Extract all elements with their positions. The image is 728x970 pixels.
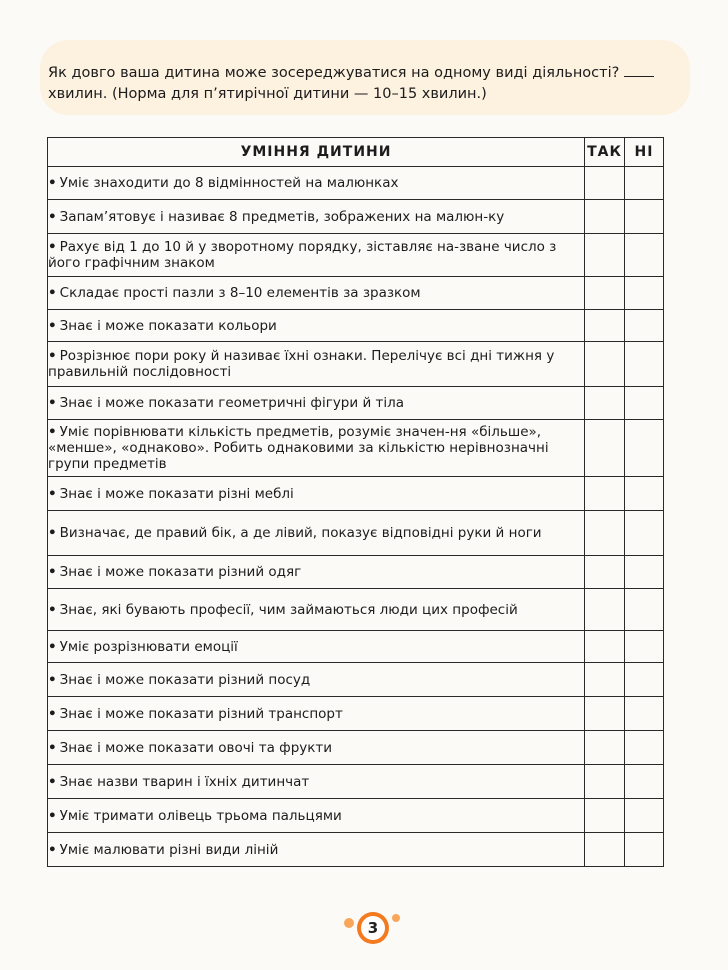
table-row (48, 765, 664, 799)
yes-checkbox-cell[interactable] (585, 420, 625, 477)
bullet-icon: • (48, 525, 57, 541)
skill-text: Знає і може показати овочі та фрукти (59, 739, 333, 756)
bullet-icon: • (48, 239, 57, 255)
table-row (48, 277, 664, 310)
decor-dot (344, 918, 354, 928)
decor-dot (392, 914, 400, 922)
bullet-icon: • (48, 175, 57, 191)
skill-cell (48, 765, 585, 799)
skill-cell (48, 731, 585, 765)
intro-norm: хвилин. (Норма для п’ятирічної дитини — 10–15 хвилин.) (48, 86, 487, 102)
skill-cell (48, 277, 585, 310)
no-checkbox-cell[interactable] (625, 589, 664, 631)
yes-checkbox-cell[interactable] (585, 200, 625, 234)
bullet-icon: • (48, 807, 57, 824)
table-row (48, 167, 664, 200)
no-checkbox-cell[interactable] (625, 477, 664, 511)
skill-text: Знає і може показати різний посуд (59, 671, 311, 688)
no-checkbox-cell[interactable] (625, 310, 664, 342)
yes-checkbox-cell[interactable] (585, 310, 625, 342)
skill-text: Уміє малювати різні види ліній (59, 841, 279, 858)
no-checkbox-cell[interactable] (625, 556, 664, 589)
skill-text: Визначає, де правий бік, а де лівий, показує відповідні руки й ноги (59, 525, 542, 541)
table-header-row (48, 138, 664, 167)
skill-cell (48, 556, 585, 589)
no-checkbox-cell[interactable] (625, 342, 664, 387)
yes-checkbox-cell[interactable] (585, 833, 625, 867)
table-row (48, 511, 664, 556)
skill-text: Знає і може показати різний транспорт (59, 705, 343, 722)
skill-text: Знає, які бувають професії, чим займаються люди цих професій (59, 601, 518, 618)
yes-checkbox-cell[interactable] (585, 387, 625, 420)
yes-checkbox-cell[interactable] (585, 477, 625, 511)
no-checkbox-cell[interactable] (625, 833, 664, 867)
skill-text: Уміє розрізнювати емоції (59, 638, 238, 655)
yes-checkbox-cell[interactable] (585, 234, 625, 277)
table-row (48, 731, 664, 765)
skill-text: Знає і може показати кольори (59, 317, 277, 334)
skill-text: Знає і може показати геометричні фігури й тіла (59, 395, 405, 411)
no-checkbox-cell[interactable] (625, 277, 664, 310)
table-row (48, 631, 664, 663)
skill-cell (48, 799, 585, 833)
skill-text: Розрізнює пори року й називає їхні ознаки. Перелічує всі дні тижня у правильній послідовності (48, 348, 555, 380)
table-row (48, 799, 664, 833)
skill-cell (48, 511, 585, 556)
bullet-icon: • (48, 285, 57, 301)
yes-checkbox-cell[interactable] (585, 663, 625, 697)
skill-text: Складає прості пазли з 8–10 елементів за зразком (59, 285, 421, 301)
no-checkbox-cell[interactable] (625, 631, 664, 663)
yes-checkbox-cell[interactable] (585, 167, 625, 200)
skill-cell (48, 833, 585, 867)
skill-text: Запам’ятовує і називає 8 предметів, зображених на малюн-ку (59, 208, 505, 225)
no-checkbox-cell[interactable] (625, 799, 664, 833)
skill-cell (48, 167, 585, 200)
skill-cell (48, 234, 585, 277)
table-row (48, 477, 664, 511)
no-checkbox-cell[interactable] (625, 765, 664, 799)
skill-cell (48, 342, 585, 387)
skill-text: Уміє знаходити до 8 відмінностей на малюнках (59, 175, 399, 191)
header-skill: УМІННЯ ДИТИНИ (48, 138, 585, 167)
table-row (48, 342, 664, 387)
yes-checkbox-cell[interactable] (585, 342, 625, 387)
bullet-icon: • (48, 395, 57, 411)
bullet-icon: • (48, 601, 57, 618)
answer-blank-line (624, 63, 654, 77)
bullet-icon: • (48, 317, 57, 334)
yes-checkbox-cell[interactable] (585, 589, 625, 631)
page-number-badge (357, 912, 389, 944)
table-row (48, 200, 664, 234)
intro-question: Як довго ваша дитина може зосереджуватися на одному виді діяльності? (48, 65, 620, 81)
table-row (48, 833, 664, 867)
skill-cell (48, 631, 585, 663)
skill-cell (48, 387, 585, 420)
no-checkbox-cell[interactable] (625, 663, 664, 697)
no-checkbox-cell[interactable] (625, 167, 664, 200)
no-checkbox-cell[interactable] (625, 234, 664, 277)
skill-text: Уміє порівнювати кількість предметів, розуміє значен-ня «більше», «менше», «однаково». Робить однаковими за кількістю нерівнозначні групи предметів (48, 424, 549, 472)
skill-text: Знає і може показати різний одяг (59, 564, 302, 580)
table-row (48, 234, 664, 277)
yes-checkbox-cell[interactable] (585, 277, 625, 310)
skill-cell (48, 663, 585, 697)
bullet-icon: • (48, 208, 57, 225)
bullet-icon: • (48, 424, 57, 440)
skill-cell (48, 477, 585, 511)
bullet-icon: • (48, 739, 57, 756)
table-row (48, 697, 664, 731)
no-checkbox-cell[interactable] (625, 420, 664, 477)
bullet-icon: • (48, 841, 57, 858)
yes-checkbox-cell[interactable] (585, 631, 625, 663)
skills-checklist-table (47, 137, 664, 867)
header-no: НІ (625, 138, 664, 167)
skill-text: Знає і може показати різні меблі (59, 485, 294, 502)
table-row (48, 556, 664, 589)
no-checkbox-cell[interactable] (625, 731, 664, 765)
no-checkbox-cell[interactable] (625, 697, 664, 731)
table-row (48, 310, 664, 342)
skill-text: Рахує від 1 до 10 й у зворотному порядку, зіставляє на-зване число з його графічним знаком (48, 239, 557, 271)
bullet-icon: • (48, 564, 57, 580)
table-row (48, 420, 664, 477)
bullet-icon: • (48, 348, 57, 364)
table-row (48, 663, 664, 697)
bullet-icon: • (48, 485, 57, 502)
skill-cell (48, 697, 585, 731)
table-row (48, 387, 664, 420)
yes-checkbox-cell[interactable] (585, 731, 625, 765)
skill-cell (48, 589, 585, 631)
skill-cell (48, 200, 585, 234)
skill-cell (48, 310, 585, 342)
yes-checkbox-cell[interactable] (585, 765, 625, 799)
yes-checkbox-cell[interactable] (585, 697, 625, 731)
bullet-icon: • (48, 773, 57, 790)
no-checkbox-cell[interactable] (625, 511, 664, 556)
header-yes: ТАК (585, 138, 625, 167)
page-number: 3 (361, 916, 385, 940)
intro-paragraph (48, 63, 654, 105)
table-row (48, 589, 664, 631)
no-checkbox-cell[interactable] (625, 387, 664, 420)
no-checkbox-cell[interactable] (625, 200, 664, 234)
yes-checkbox-cell[interactable] (585, 511, 625, 556)
skill-text: Знає назви тварин і їхніх дитинчат (59, 773, 310, 790)
yes-checkbox-cell[interactable] (585, 799, 625, 833)
bullet-icon: • (48, 638, 57, 655)
yes-checkbox-cell[interactable] (585, 556, 625, 589)
bullet-icon: • (48, 671, 57, 688)
bullet-icon: • (48, 705, 57, 722)
skill-text: Уміє тримати олівець трьома пальцями (59, 807, 342, 824)
skill-cell (48, 420, 585, 477)
